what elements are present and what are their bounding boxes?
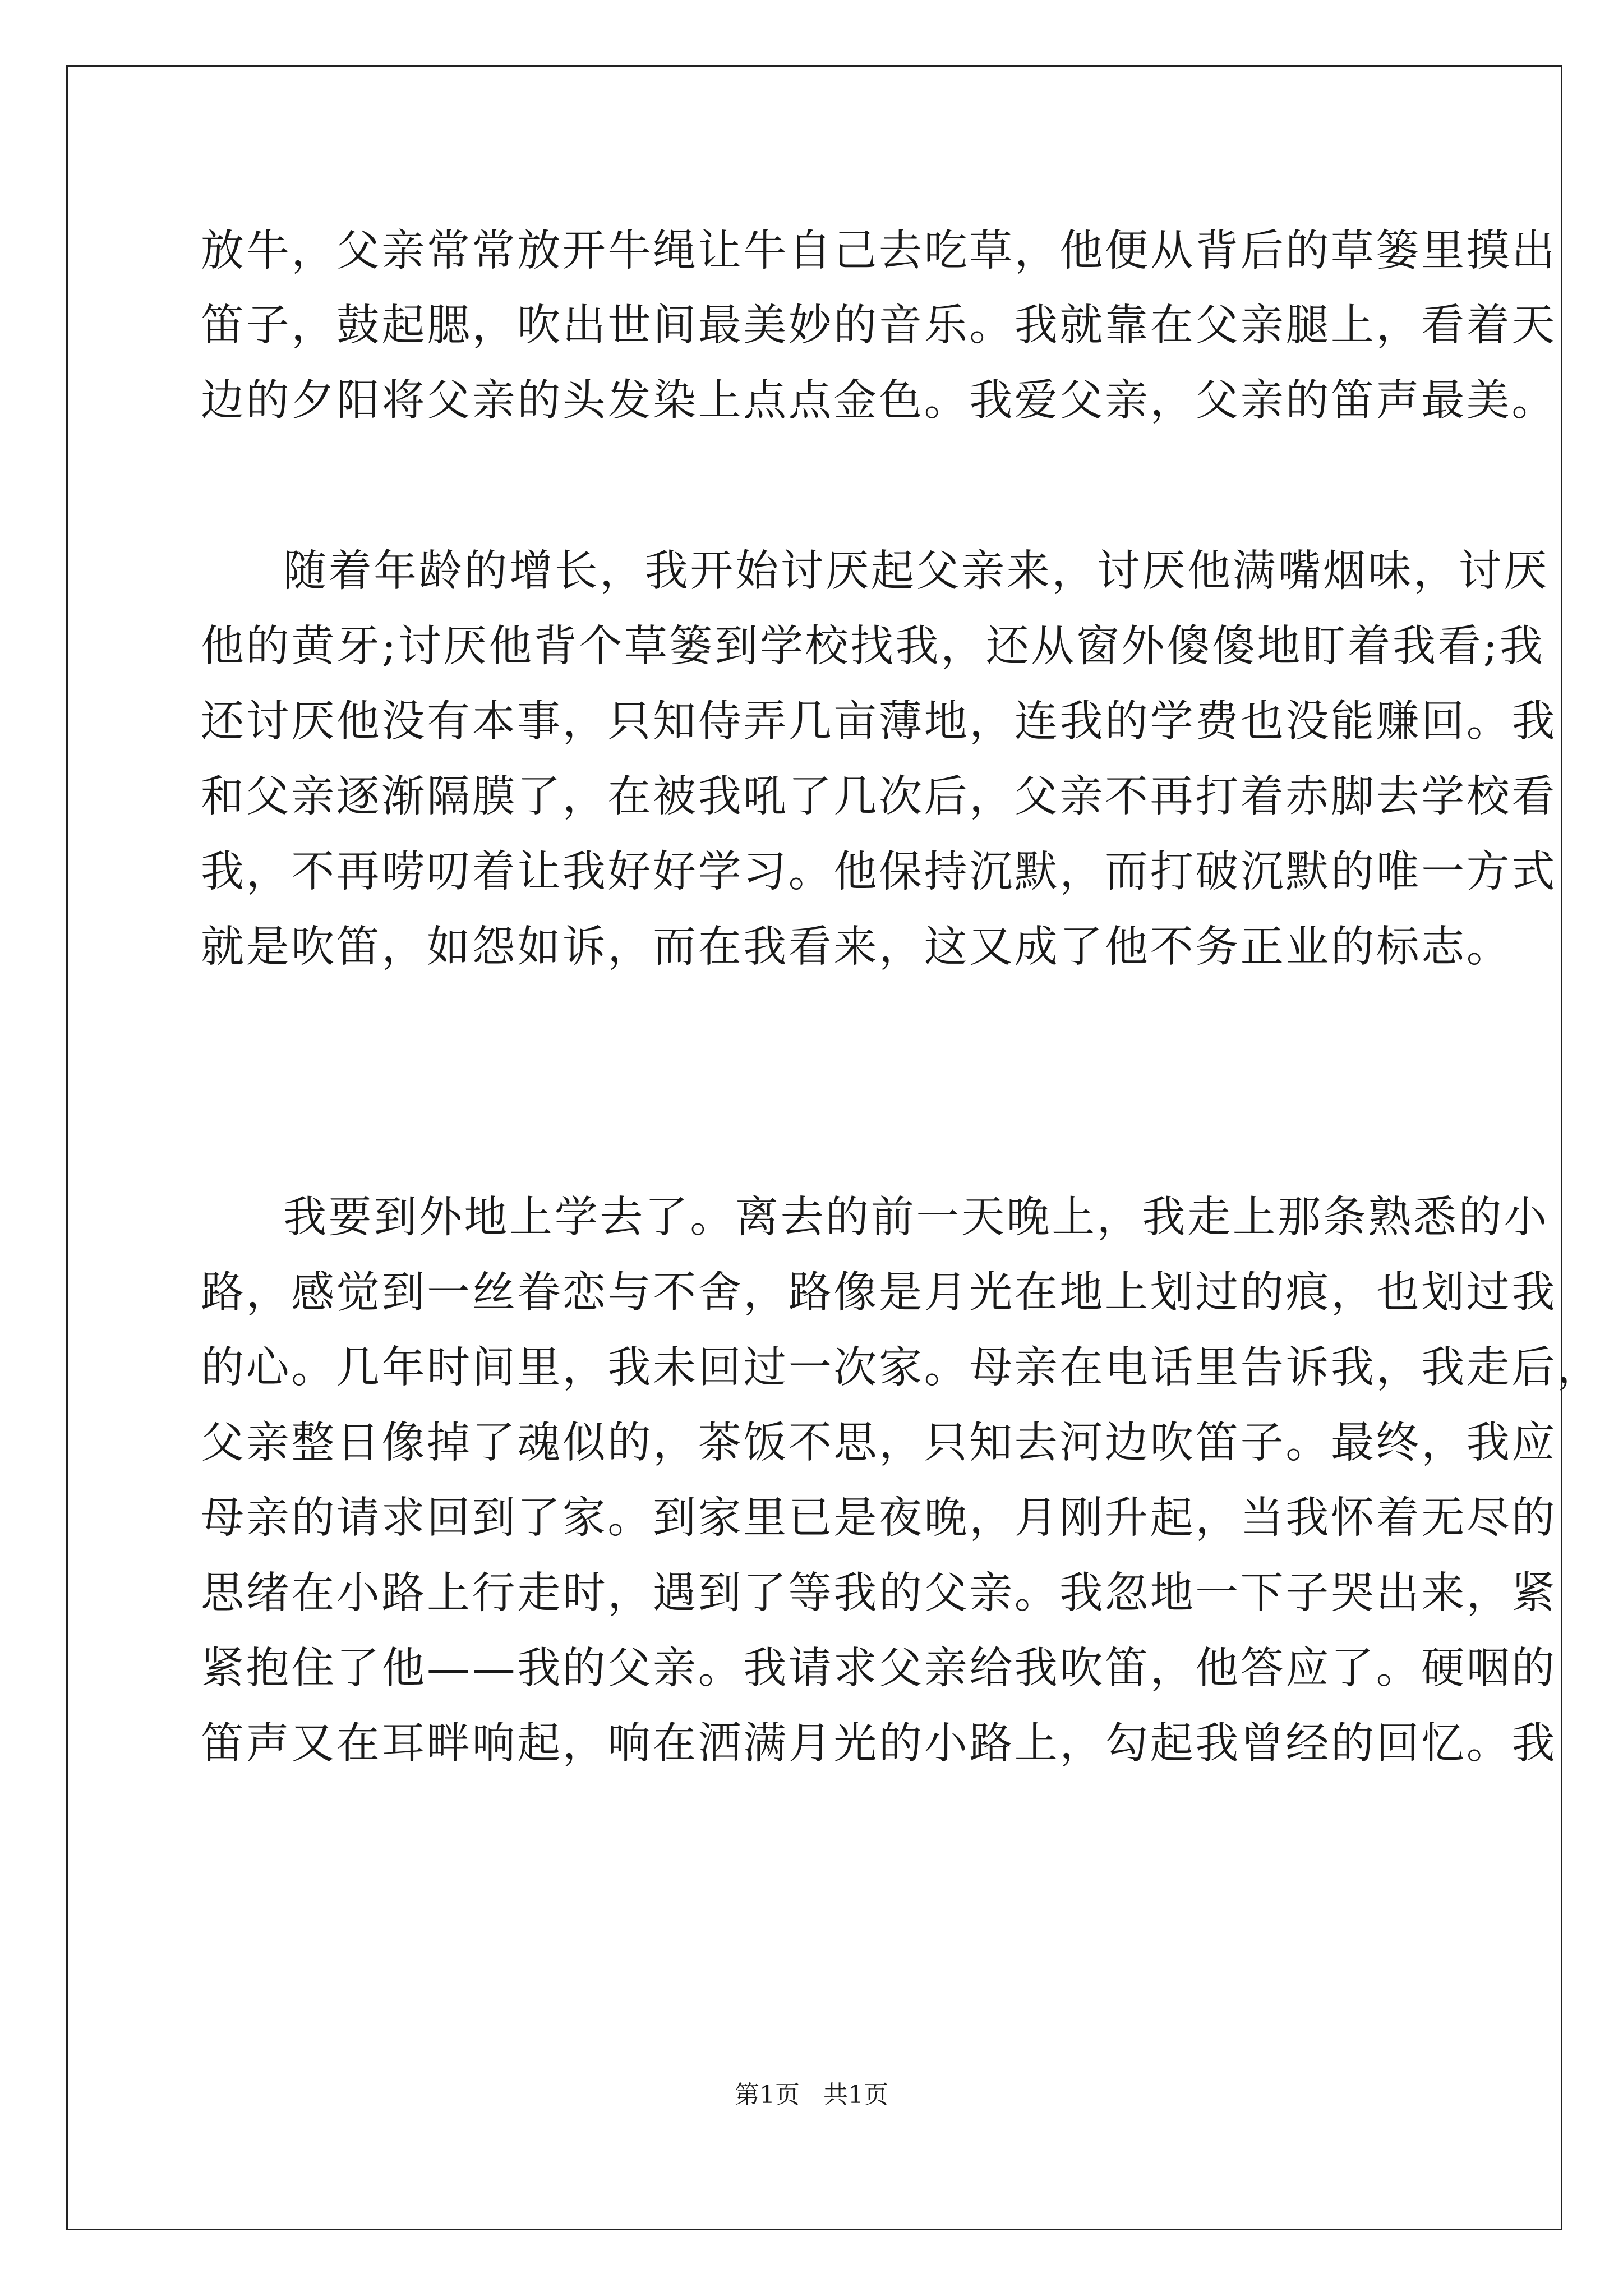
text-line: 他的黄牙;讨厌他背个草篓到学校找我，还从窗外傻傻地盯着我看;我 bbox=[201, 622, 1545, 671]
text-line: 笛声又在耳畔响起，响在洒满月光的小路上，勾起我曾经的回忆。我 bbox=[201, 1719, 1557, 1769]
text-line: 思绪在小路上行走时，遇到了等我的父亲。我忽地一下子哭出来，紧 bbox=[201, 1568, 1557, 1618]
text-line: 我，不再唠叨着让我好好学习。他保持沉默，而打破沉默的唯一方式 bbox=[201, 847, 1557, 897]
text-line: 的心。几年时间里，我未回过一次家。母亲在电话里告诉我，我走后， bbox=[201, 1343, 1602, 1393]
paragraph-first-line: 随着年龄的增长，我开始讨厌起父亲来，讨厌他满嘴烟味，讨厌 bbox=[283, 546, 1549, 596]
text-line: 路，感觉到一丝眷恋与不舍，路像是月光在地上划过的痕，也划过我 bbox=[201, 1268, 1557, 1318]
text-line: 边的夕阳将父亲的头发染上点点金色。我爱父亲，父亲的笛声最美。 bbox=[201, 376, 1557, 426]
text-line: 还讨厌他没有本事，只知侍弄几亩薄地，连我的学费也没能赚回。我 bbox=[201, 697, 1557, 747]
text-line: 母亲的请求回到了家。到家里已是夜晚，月刚升起，当我怀着无尽的 bbox=[201, 1493, 1557, 1543]
text-line: 放牛，父亲常常放开牛绳让牛自己去吃草，他便从背后的草篓里摸出 bbox=[201, 226, 1557, 276]
text-line: 父亲整日像掉了魂似的，茶饭不思，只知去河边吹笛子。最终，我应 bbox=[201, 1418, 1557, 1468]
text-line: 和父亲逐渐隔膜了，在被我吼了几次后，父亲不再打着赤脚去学校看 bbox=[201, 772, 1557, 822]
text-line: 笛子，鼓起腮，吹出世间最美妙的音乐。我就靠在父亲腿上，看着天 bbox=[201, 301, 1557, 351]
text-line: 紧抱住了他——我的父亲。我请求父亲给我吹笛，他答应了。硬咽的 bbox=[201, 1644, 1557, 1694]
paragraph-first-line: 我要到外地上学去了。离去的前一天晚上，我走上那条熟悉的小 bbox=[283, 1193, 1549, 1243]
page-number-footer: 第1页 共1页 bbox=[735, 2081, 888, 2109]
text-line: 就是吹笛，如怨如诉，而在我看来，这又成了他不务正业的标志。 bbox=[201, 922, 1512, 972]
